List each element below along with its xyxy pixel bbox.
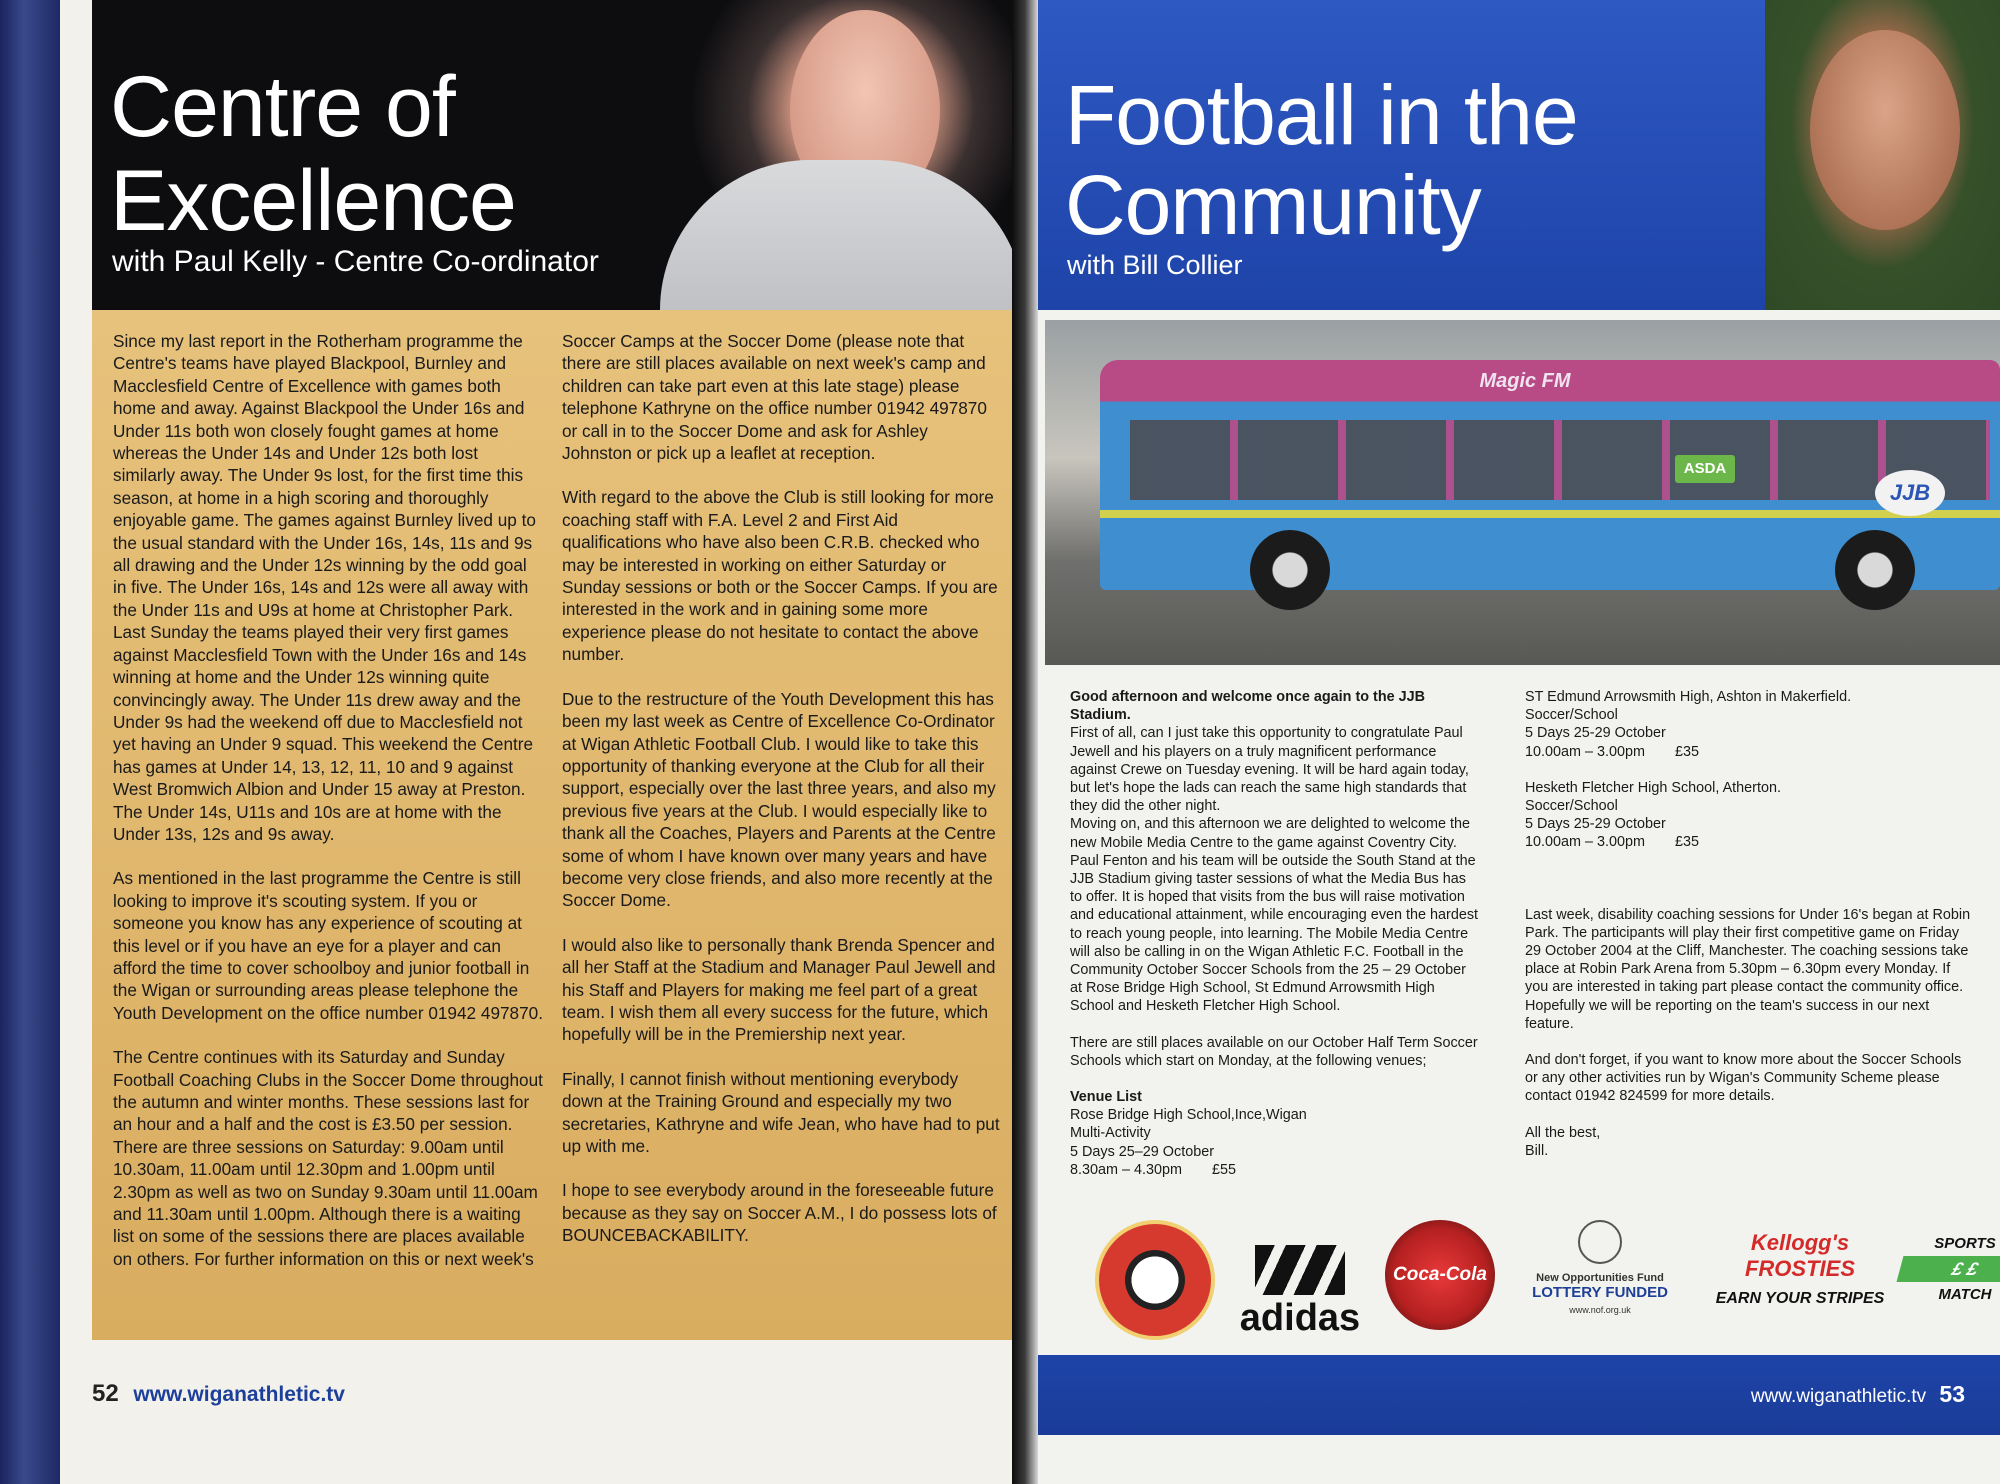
community-column-2 — [1525, 688, 1975, 1160]
portrait-jacket — [660, 160, 1025, 310]
bus-illustration — [1100, 360, 2000, 590]
paragraph: First of all, can I just take this opportunity to congratulate Paul Jewell and his players on a truly magnificent performance against Crewe on Tuesday evening. It will be hard again today, but let's hope the lads can reach the same high standards that they did the other night. — [1070, 725, 1469, 815]
page-number: 52 — [92, 1380, 119, 1407]
football-icon — [1125, 1250, 1185, 1310]
sports-top: SPORTS — [1934, 1235, 1996, 1252]
adidas-logo — [1235, 1245, 1365, 1339]
adidas-stripes-icon — [1255, 1245, 1345, 1295]
lottery-funded-text: LOTTERY FUNDED — [1532, 1284, 1668, 1301]
greeting: Good afternoon and welcome once again to the JJB Stadium. — [1070, 689, 1426, 724]
site-url: www.wiganathletic.tv — [133, 1383, 345, 1406]
right-page — [1025, 0, 2000, 1484]
left-footer — [92, 1380, 345, 1408]
lottery-funded-logo — [1520, 1220, 1680, 1330]
media-bus-photo — [1045, 320, 2000, 665]
paul-kelly-photo — [660, 0, 1025, 310]
venue-time: 10.00am – 3.00pm — [1525, 743, 1646, 760]
site-url: www.wiganathletic.tv — [1750, 1386, 1927, 1407]
venue-heading: Venue List — [1070, 1089, 1142, 1106]
sports-match-logo — [1900, 1235, 2000, 1315]
venue-price: £35 — [1675, 743, 1700, 760]
venue-time-price — [1070, 1161, 1480, 1179]
left-page-subtitle: with Paul Kelly - Centre Co-ordinator — [112, 245, 599, 278]
paragraph: Moving on, and this afternoon we are delighted to welcome the new Mobile Media Centre to the game against Coventry City. Paul Fenton and his team will be outside the South Stand at the JJB Stadium giving taster sessions of what the Media Bus has to offer. It is hoped that visits from the bus will raise motivation and educational attainment, while encouraging even the hardest to reach young people, into learning. The Mobile Media Centre will also be calling in on the Wigan Athletic F.C. Football in the Community October Soccer Schools from the 25 – 29 October at Rose Bridge High School, St Edmund Arrowsmith High School and Hesketh Fletcher High School. — [1070, 816, 1479, 1015]
asda-logo: ASDA — [1675, 455, 1735, 483]
coca-cola-logo: Coca-Cola — [1385, 1220, 1495, 1330]
signoff-name: Bill. — [1525, 1142, 1549, 1159]
sponsor-logos — [1065, 1220, 1996, 1339]
kelloggs-wordmark: Kellogg's FROSTIES — [1744, 1230, 1855, 1281]
right-footer-text — [1751, 1381, 1965, 1408]
lottery-hand-icon — [1578, 1220, 1622, 1264]
bus-wheel — [1250, 530, 1330, 610]
bus-wheel — [1835, 530, 1915, 610]
portrait-face — [1810, 30, 1960, 230]
paragraph: Due to the restructure of the Youth Development this has been my last week as Centre of Excellence Co-Ordinator at Wigan Athletic Football Club. I would like to take this opportunity of thanking everyone at the Club for all their support, especially over the last three years, and also my previous five years at the Club. I would especially like to thank all the Coaches, Players and Parents at the Centre some of whom I have known over many years and have become very close friends, and also more recently at the Soccer Dome. — [562, 688, 996, 911]
right-footer — [1025, 1355, 2000, 1435]
venue-name: Rose Bridge High School,Ince,Wigan — [1070, 1107, 1307, 1124]
paragraph: I hope to see everybody around in the foreseeable future because as they say on Soccer A.M., I do possess lots of BOUNCEBACKABILITY. — [562, 1180, 997, 1246]
paragraph: Soccer Camps at the Soccer Dome (please note that there are still places available on next week's camp and children can take part even at this late stage) please telephone Kathryne on the office number 01942 497870 or call in to the Soccer Dome and ask for Ashley Johnston or pick up a leaflet at reception. — [562, 331, 987, 464]
venue-time: 8.30am – 4.30pm — [1070, 1161, 1182, 1178]
venue-price: £35 — [1675, 834, 1700, 851]
page-gutter — [1012, 0, 1038, 1484]
venue-type: Multi-Activity — [1070, 1125, 1151, 1142]
paragraph: Since my last report in the Rotherham programme the Centre's teams have played Blackpool, Burnley and Macclesfield Centre of Excellence with games both home and away. Against Blackpool the Under 16s and Under 11s both won closely fought games at home whereas the Under 14s and Under 12s both lost similarly away. The Under 9s lost, for the first time this season, at home in a high scoring and thoroughly enjoyable game. The games against Burnley lived up to the usual standard with the Under 16s, 14s, 11s and 9s all drawing and the Under 12s winning by the odd goal in five. The Under 16s, 14s and 12s were all away with the Under 11s and U9s at home at Christopher Park. Last Sunday the teams played their very first games against Macclesfield Town with the Under 16s and 14s winning at home and the Under 12s winning quite convincingly away. The Under 11s drew away and the Under 9s had the weekend off due to Macclesfield not yet having an Under 9 squad. This weekend the Centre has games at Under 14, 13, 12, 11, 10 and 9 against West Bromwich Albion and Under 15 away at Preston. The Under 14s, U11s and 10s are at home with the Under 13s, 12s and 9s away. — [113, 331, 536, 844]
paragraph: Last week, disability coaching sessions for Under 16's began at Robin Park. The participants will play their first competitive game on Friday 29 October 2004 at the Cliff, Manchester. The coaching sessions take place at Robin Park Arena from 5.30pm – 6.30pm every Monday. If you are interested in taking part please contact the community office. Hopefully we will be reporting on the team's success in our next feature. — [1525, 906, 1971, 1032]
adidas-wordmark: adidas — [1239, 1297, 1361, 1339]
right-page-subtitle: with Bill Collier — [1067, 250, 1243, 280]
venue-name: ST Edmund Arrowsmith High, Ashton in Makerfield. — [1525, 689, 1852, 705]
paragraph: And don't forget, if you want to know more about the Soccer Schools or any other activities run by Wigan's Community Scheme please contact 01942 824599 for more details. — [1525, 1052, 1962, 1105]
venue-time: 10.00am – 3.00pm — [1525, 834, 1646, 851]
venue-type: Soccer/School — [1525, 707, 1618, 724]
community-column-1 — [1070, 688, 1480, 1179]
lottery-url: www.nof.org.uk — [1569, 1305, 1631, 1315]
page-number: 53 — [1939, 1381, 1965, 1407]
venue-days: 5 Days 25–29 October — [1070, 1143, 1214, 1160]
venue-price: £55 — [1212, 1161, 1237, 1178]
bill-collier-photo — [1765, 0, 2000, 310]
article-column-2 — [562, 330, 1002, 1269]
page-binding — [0, 0, 60, 1484]
venue-time-price — [1525, 743, 1975, 761]
right-title-line1: Football in the — [1065, 68, 1578, 162]
venue-name: Hesketh Fletcher High School, Atherton. — [1525, 779, 1781, 796]
kelloggs-frosties-logo — [1705, 1230, 1895, 1320]
venue-type: Soccer/School — [1525, 798, 1618, 815]
left-title-line2: Excellence — [110, 153, 516, 249]
venue-days: 5 Days 25-29 October — [1525, 725, 1666, 742]
right-page-title — [1065, 70, 1578, 250]
paragraph: The Centre continues with its Saturday and Sunday Football Coaching Clubs in the Soccer Dome throughout the autumn and winter months. These sessions last for an hour and a half and the cost is £3.50 per session. There are three sessions on Saturday: 9.00am until 10.30am, 11.00am until 12.30pm and 1.00pm until 2.30pm as well as two on Sunday 9.30am until 11.00am and 11.30am until 1.00pm. Although there is a waiting list on some of the sessions there are places available on others. For further information on this or next week's — [113, 1047, 543, 1269]
venue-days: 5 Days 25-29 October — [1525, 816, 1666, 833]
paragraph: Finally, I cannot finish without mentioning everybody down at the Training Ground and especially my two secretaries, Kathryne and wife Jean, who have had to put up with me. — [562, 1068, 1000, 1156]
left-page-title — [110, 60, 516, 248]
magic-fm-logo: Magic FM — [1479, 370, 1571, 392]
bus-windows — [1130, 420, 1990, 500]
jjb-logo: JJB — [1875, 470, 1945, 516]
right-title-line2: Community — [1065, 158, 1481, 252]
paragraph: There are still places available on our October Half Term Soccer Schools which start on Monday, at the following venues; — [1070, 1034, 1478, 1069]
paragraph: With regard to the above the Club is still looking for more coaching staff with F.A. Level 2 and First Aid qualifications who have also been C.R.B. checked who may be interested in working on either Saturday or Sunday sessions or both or the Soccer Camps. If you are interested in the work and in gaining some more experience please do not hesitate to contact the above number. — [562, 487, 998, 665]
kelloggs-tagline: EARN YOUR STRIPES — [1715, 1290, 1885, 1307]
left-title-line1: Centre of — [110, 59, 455, 155]
bus-stripe — [1100, 510, 2000, 518]
signoff: All the best, — [1525, 1124, 1601, 1141]
lottery-title: New Opportunities Fund — [1536, 1272, 1664, 1284]
paragraph: As mentioned in the last programme the Centre is still looking to improve it's scouting system. If you or someone you know has any experience of scouting at this level or if you have an eye for a player and can afford the time to cover schoolboy and junior football in the Wigan or surrounding areas please telephone the Youth Development on the office number 01942 497870. — [113, 868, 544, 1023]
sports-bar: £ £ — [1897, 1256, 2000, 1282]
article-column-1 — [113, 330, 543, 1292]
football-in-the-community-logo — [1095, 1220, 1215, 1340]
venue-time-price — [1525, 833, 1975, 851]
paragraph: I would also like to personally thank Brenda Spencer and all her Staff at the Stadium and Manager Paul Jewell and his Staff and Players for making me feel part of a great team. I wish them all every success for the future, which hopefully will be in the Premiership next year. — [562, 934, 996, 1045]
sports-bottom: MATCH — [1938, 1286, 1992, 1303]
